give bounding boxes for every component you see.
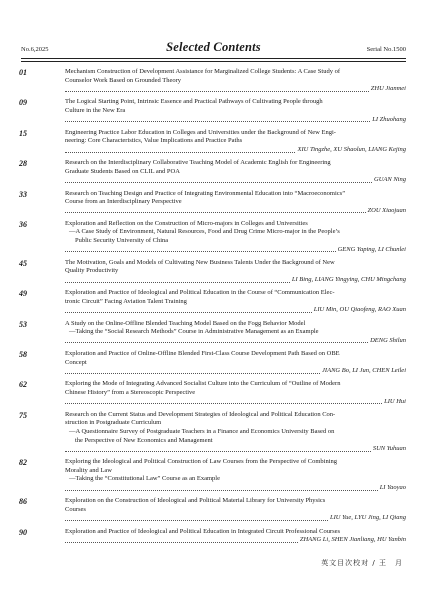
toc-author-row [65, 514, 406, 523]
toc-entry-body [65, 411, 406, 454]
toc-page-number: 33 [19, 189, 27, 199]
toc-title-line: the Perspective of New Economics and Management [75, 436, 213, 444]
toc-page-number: 82 [19, 458, 27, 468]
toc-author: JIANG Bo, LI Jun, CHEN Leilei [322, 367, 406, 375]
toc-title-line: Mechanism Construction of Development Assistance for Marginalized College Students: A Case Study of [65, 68, 341, 75]
toc-entry [19, 528, 406, 545]
toc-title-line: neering: Core Characteristics, Value Implications and Practice Paths [65, 137, 243, 145]
toc-title-line: Exploring the Mode of Integrating Advanced Socialist Culture into the Curriculum of “Outline of Modern [65, 380, 341, 388]
toc-title-line: struction in Postgraduate Curriculum [65, 419, 162, 427]
toc-entry-body [65, 350, 406, 376]
toc-entry [19, 68, 406, 94]
toc-page-number: 09 [19, 98, 27, 108]
toc-author-row [65, 85, 406, 94]
toc-title-line: Courses [65, 505, 86, 513]
toc-title-line: Engineering Practice Labor Education in Colleges and Universities under the Background of New Engi- [65, 128, 336, 136]
toc-entry [19, 380, 406, 406]
toc-author-row [65, 337, 406, 346]
toc-page-number: 75 [19, 410, 27, 420]
toc-entry-body [65, 528, 406, 545]
toc-entry-body [65, 497, 406, 523]
toc-page-number: 36 [19, 219, 27, 229]
toc-title-line: Research on the Interdisciplinary Collaborative Teaching Model of Academic English for Engineering [65, 159, 331, 167]
toc-author: GENG Yaping, LI Chunlei [337, 245, 406, 253]
toc-author-row [65, 246, 406, 255]
toc-title-line: Exploring the Ideological and Political Construction of Law Courses from the Perspective of Combining [65, 458, 338, 466]
toc-entry-body [65, 68, 406, 94]
dot-leader [65, 182, 372, 183]
toc-entry-body [65, 458, 406, 492]
issue-number: No.6,2025 [21, 46, 49, 53]
header-rule-thin [21, 61, 406, 62]
toc-page-number: 45 [19, 258, 27, 268]
toc-title-line: Exploration and Reflection on the Construction of Micro-majors in Colleges and Universities [65, 219, 308, 227]
toc-page-number: 15 [19, 128, 27, 138]
toc-author: GUAN Ning [374, 176, 406, 184]
toc-entry-body [65, 98, 406, 124]
toc-author-row [65, 367, 406, 376]
toc-entry-body [65, 380, 406, 406]
toc-title-line: —Taking the “Social Research Methods” Course in Administrative Management as an Example [69, 328, 319, 336]
toc-author: LIU Yue, LYU Jing, LI Qiang [329, 514, 406, 522]
toc-entry [19, 129, 406, 155]
toc-entry [19, 497, 406, 523]
toc-title-line: Research on the Current Status and Development Strategies of Ideological and Political Education Con- [65, 410, 336, 418]
table-of-contents [19, 68, 406, 549]
toc-entry [19, 458, 406, 492]
toc-author-row [65, 276, 406, 285]
toc-author: LI Zhuohang [372, 115, 406, 123]
toc-page-number: 49 [19, 289, 27, 299]
toc-author: DENG Shilun [370, 336, 406, 344]
toc-author-row [65, 116, 406, 125]
toc-author: LI Bing, LIANG Yingying, CHU Mingchang [291, 276, 406, 284]
toc-title-line: Quality Productivity [65, 267, 119, 275]
dot-leader [65, 451, 371, 452]
toc-title-line: —A Case Study of Environment, Natural Resources, Food and Drug Crime Micro-major in the People’s [69, 228, 340, 236]
toc-title-line: A Study on the Online-Offline Blended Teaching Model Based on the Fogg Behavior Model [65, 319, 306, 327]
toc-title-line: Culture in the New Era [65, 106, 126, 114]
toc-entry [19, 320, 406, 346]
dot-leader [65, 342, 368, 343]
toc-author-row [65, 536, 406, 545]
toc-author-row [65, 207, 406, 216]
toc-title-line: Exploration on the Construction of Ideological and Political Material Library for University Physics [65, 497, 326, 505]
dot-leader [65, 121, 370, 122]
toc-title-line: Concept [65, 358, 87, 366]
dot-leader [65, 373, 320, 374]
toc-entry-body [65, 320, 406, 346]
toc-title-line: Graduate Students Based on CLIL and POA [65, 167, 180, 175]
toc-title-line: Research on Teaching Design and Practice of Integrating Environmental Education into “Macroeconomics” [65, 189, 346, 197]
toc-author-row [65, 398, 406, 407]
dot-leader [65, 152, 295, 153]
toc-author-row [65, 484, 406, 493]
toc-page-number: 28 [19, 159, 27, 169]
toc-entry [19, 159, 406, 185]
toc-entry-body [65, 159, 406, 185]
toc-author: ZOU Xiaojuan [367, 206, 406, 214]
toc-entry [19, 411, 406, 454]
toc-title-line: The Motivation, Goals and Models of Cultivating New Business Talents Under the Background of New [65, 258, 335, 266]
toc-author-row [65, 146, 406, 155]
toc-author: XIU Tingzhe, XU Shaolun, LIANG Kejing [297, 145, 406, 153]
toc-entry [19, 220, 406, 254]
toc-entry-body [65, 289, 406, 315]
toc-author: ZHANG Li, SHEN Jianliang, HU Yanbin [299, 536, 406, 544]
toc-title-line: Exploration and Practice of Ideological and Political Education in Integrated Circuit Professional Courses [65, 527, 341, 535]
toc-title-line: The Logical Starting Point, Intrinsic Essence and Practical Pathways of Cultivating People through [65, 98, 323, 106]
toc-author-row [65, 306, 406, 315]
dot-leader [65, 282, 290, 283]
toc-author-row [65, 445, 406, 454]
toc-author-row [65, 176, 406, 185]
toc-author: LIU Min, OU Qiaofeng, RAO Xuan [313, 306, 406, 314]
dot-leader [65, 251, 336, 252]
toc-title-line: Chinese History” from a Stereoscopic Perspective [65, 388, 196, 396]
toc-title-line: Counselor Work Based on Grounded Theory [65, 76, 182, 84]
toc-page-number: 58 [19, 349, 27, 359]
toc-entry [19, 259, 406, 285]
toc-author: ZHU Jianmei [370, 85, 406, 93]
toc-title-line: Public Security University of China [75, 237, 169, 245]
toc-page-number: 90 [19, 527, 27, 537]
proofreader-credit: 英文目次校对 / 王 月 [321, 559, 403, 567]
toc-title-line: —Taking the “Constitutional Law” Course as an Example [69, 475, 220, 483]
header-rule-thick [21, 58, 406, 59]
toc-title-line: —A Questionnaire Survey of Postgraduate Teachers in a Finance and Economics University Based on [69, 427, 335, 435]
toc-page-number: 53 [19, 319, 27, 329]
toc-author: SUN Yuhuan [372, 445, 406, 453]
toc-page-number: 62 [19, 380, 27, 390]
serial-number: Serial No.1500 [366, 46, 406, 53]
toc-page-number: 01 [19, 68, 27, 77]
dot-leader [65, 212, 366, 213]
toc-entry-body [65, 259, 406, 285]
toc-entry-body [65, 190, 406, 216]
dot-leader [65, 403, 382, 404]
dot-leader [65, 490, 378, 491]
toc-entry-body [65, 220, 406, 254]
toc-author: LIU Hui [384, 397, 406, 405]
toc-author: LI Yaoyao [379, 484, 406, 492]
toc-title-line: Course from an Interdisciplinary Perspective [65, 198, 182, 206]
toc-entry [19, 98, 406, 124]
page-title: Selected Contents [166, 40, 261, 54]
toc-title-line: Morality and Law [65, 466, 112, 474]
page-header [21, 40, 406, 60]
toc-page-number: 86 [19, 497, 27, 507]
dot-leader [65, 91, 369, 92]
toc-entry [19, 289, 406, 315]
dot-leader [65, 520, 328, 521]
dot-leader [65, 542, 298, 543]
toc-title-line: Exploration and Practice of Online-Offline Blended First-Class Course Development Path Based on OBE [65, 349, 340, 357]
toc-title-line: Exploration and Practice of Ideological and Political Education in the Course of “Communication Elec- [65, 289, 335, 297]
toc-entry [19, 190, 406, 216]
toc-title-line: tronic Circuit” Facing Aviation Talent Training [65, 297, 187, 305]
dot-leader [65, 312, 312, 313]
toc-entry-body [65, 129, 406, 155]
toc-entry [19, 350, 406, 376]
